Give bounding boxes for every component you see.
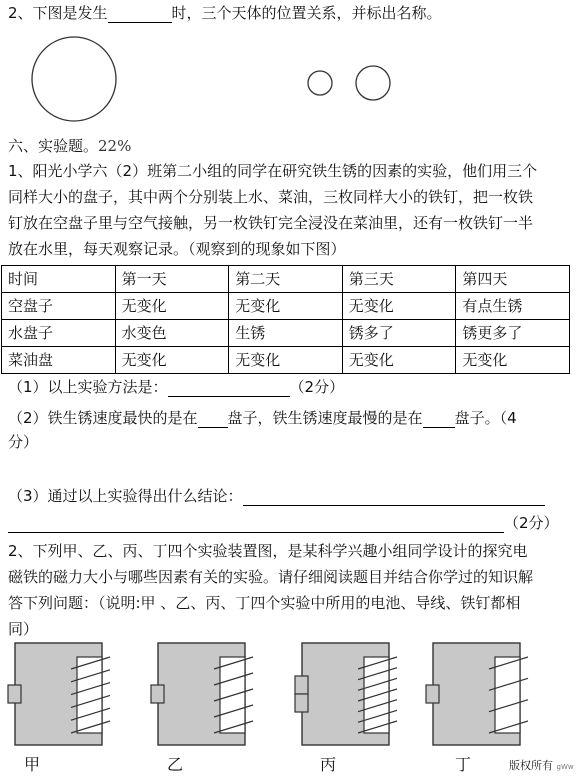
figure-label-ding: 丁 — [455, 755, 472, 774]
table-row — [2, 347, 570, 374]
table-cell: 无变化 — [115, 347, 229, 374]
battery-terminal — [8, 685, 21, 703]
table-header-cell: 第四天 — [456, 266, 570, 293]
battery-terminal — [426, 685, 439, 703]
table-cell: 无变化 — [229, 293, 343, 320]
q2-line-1: 2、下列甲、乙、丙、丁四个实验装置图，是某科学兴趣小组同学设计的探究电 — [8, 542, 528, 560]
battery-terminal — [151, 685, 164, 703]
apparatus-ding — [426, 643, 528, 745]
table-header-cell: 第三天 — [342, 266, 456, 293]
table-header-cell: 第一天 — [115, 266, 229, 293]
section6-score: 22% — [98, 137, 132, 155]
q1-line-2: 同样大小的盘子，其中两个分别装上水、菜油，三枚同样大小的铁钉，把一枚铁 — [8, 188, 534, 206]
table-cell: 无变化 — [342, 347, 456, 374]
q1-sub1-blank[interactable] — [168, 396, 290, 397]
battery-terminal — [295, 694, 308, 712]
section6-title — [8, 135, 131, 156]
battery-terminal — [295, 676, 308, 694]
table-row — [2, 320, 570, 347]
q2-top-prefix: 2、下图是发生 — [8, 4, 108, 22]
q1-sub3 — [8, 485, 545, 506]
celestial-bodies-figure — [0, 30, 420, 130]
apparatus-yi — [151, 643, 253, 745]
table-cell: 空盘子 — [2, 293, 116, 320]
table-cell: 水变色 — [115, 320, 229, 347]
table-header-row — [2, 266, 570, 293]
table-row — [2, 293, 570, 320]
q1-sub1 — [8, 376, 344, 397]
q2-top-line — [8, 2, 442, 23]
figure-label-jia: 甲 — [24, 755, 41, 774]
observation-table — [1, 265, 570, 374]
table-header-cell: 第二天 — [229, 266, 343, 293]
watermark-small: gWw — [556, 763, 574, 771]
q1-sub1-score: （2分） — [289, 378, 345, 396]
table-cell: 锈多了 — [342, 320, 456, 347]
q2-top-blank[interactable] — [108, 22, 172, 23]
table-cell: 无变化 — [342, 293, 456, 320]
electromagnet-apparatus-figure — [0, 638, 580, 748]
table-cell: 有点生锈 — [456, 293, 570, 320]
table-cell: 锈更多了 — [456, 320, 570, 347]
q1-sub2-text-b: 盘子，铁生锈速度最慢的是在 — [227, 409, 423, 427]
table-cell: 无变化 — [115, 293, 229, 320]
q1-line-1: 1、阳光小学六（2）班第二小组的同学在研究铁生锈的因素的实验，他们用三个 — [8, 162, 538, 180]
table-header-cell: 时间 — [2, 266, 116, 293]
q1-sub2-text-a: （2）铁生锈速度最快的是在 — [8, 409, 198, 427]
figure-label-yi: 乙 — [167, 755, 184, 774]
q1-sub2-blank-fastest[interactable] — [198, 427, 228, 428]
q1-sub2 — [8, 407, 517, 428]
table-cell: 无变化 — [456, 347, 570, 374]
medium-body-circle — [356, 66, 390, 100]
q1-sub3-score: （2分） — [504, 514, 559, 532]
q2-line-4: 同） — [8, 620, 39, 638]
q1-sub2-score-tail: 分） — [8, 433, 39, 451]
small-body-circle — [308, 71, 332, 95]
q1-sub1-prefix: （1）以上实验方法是： — [8, 378, 168, 396]
section6-label: 六、实验题。 — [8, 137, 99, 155]
apparatus-bing — [295, 643, 397, 745]
apparatus-jia — [8, 643, 110, 745]
q1-sub3-prefix: （3）通过以上实验得出什么结论： — [8, 487, 243, 505]
iron-nail — [495, 657, 520, 733]
watermark — [509, 757, 574, 773]
table-cell: 水盘子 — [2, 320, 116, 347]
q1-line-3: 钉放在空盘子里与空气接触，另一枚铁钉完全浸没在菜油里，还有一枚铁钉一半 — [8, 214, 534, 232]
q1-sub3-blank-2[interactable] — [8, 532, 504, 533]
q1-sub3-line2 — [8, 512, 559, 533]
q1-sub3-blank-1[interactable] — [243, 505, 545, 506]
q2-top-suffix: 时，三个天体的位置关系，并标出名称。 — [171, 4, 442, 22]
table-cell: 生锈 — [229, 320, 343, 347]
watermark-text: 版权所有 — [509, 759, 553, 772]
figure-label-bing: 丙 — [320, 755, 337, 774]
q1-line-4: 放在水里，每天观察记录。（观察到的现象如下图） — [8, 240, 346, 258]
large-body-circle — [32, 37, 116, 121]
iron-nail — [77, 657, 102, 733]
table-cell: 菜油盘 — [2, 347, 116, 374]
table-cell: 无变化 — [229, 347, 343, 374]
q1-sub2-blank-slowest[interactable] — [423, 427, 455, 428]
q1-sub2-text-c: 盘子。（4 — [454, 409, 517, 427]
q2-line-3: 答下列问题：（说明:甲 、乙、丙、丁四个实验中所用的电池、导线、铁钉都相 — [8, 594, 521, 612]
q2-line-2: 磁铁的磁力大小与哪些因素有关的实验。请仔细阅读题目并结合你学过的知识解 — [8, 568, 534, 586]
